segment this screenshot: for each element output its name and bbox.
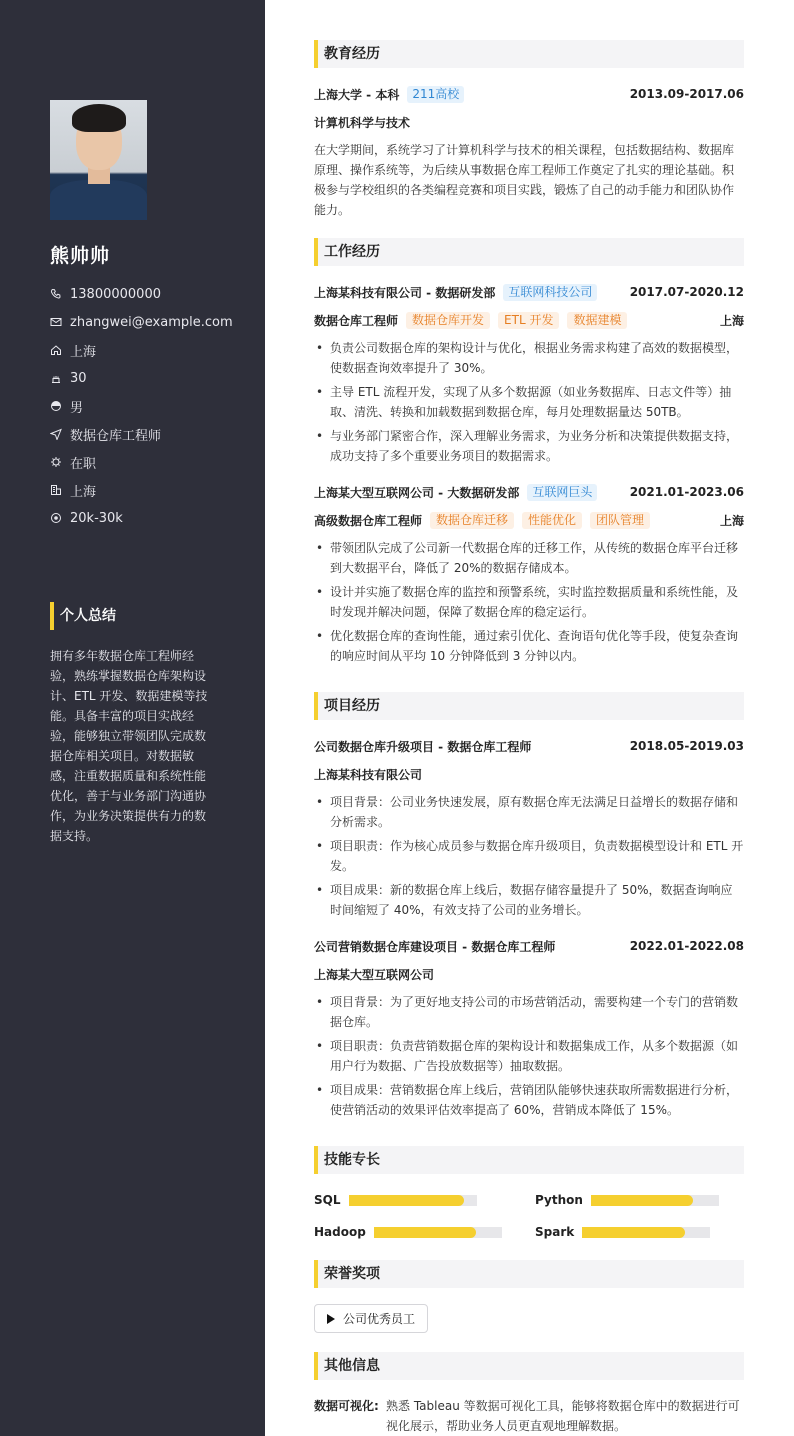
skill-name: Python <box>535 1193 583 1207</box>
info-phone <box>50 280 250 308</box>
education-date: 2013.09-2017.06 <box>629 87 744 101</box>
skill-bar-fill <box>582 1227 684 1238</box>
info-home <box>50 336 250 364</box>
job-1-role-row <box>314 310 744 330</box>
candidate-name: 熊帅帅 <box>50 245 111 267</box>
salary-icon <box>50 512 62 524</box>
avatar <box>50 100 147 220</box>
status-icon <box>50 456 62 468</box>
skill-python <box>535 1190 719 1210</box>
education-header <box>314 84 744 104</box>
major-name: 计算机科学与技术 <box>314 115 411 130</box>
info-email-text: zhangwei@example.com <box>70 314 233 330</box>
award-label: 公司优秀员工 <box>343 1312 416 1326</box>
summary-text: 拥有多年数据仓库工程师经验，熟练掌握数据仓库架构设计、ETL 开发、数据建模等技能。具备丰富的项目实战经验，能够独立带领团队完成数据仓库相关项目。对数据敏感，注重数据质量和系统性能优化，善于与业务部门沟通协作，为业务决策提供有力的数据支持。 <box>50 649 208 843</box>
job-2-role-row <box>314 510 744 530</box>
project-2-bullet: • 项目职责：负责营销数据仓库的架构设计和数据集成工作，从多个数据源（如用户行为数据、广告投放数据等）抽取数据。 <box>314 1036 744 1076</box>
work-section-title: 工作经历 <box>314 238 744 266</box>
skill-hadoop <box>314 1222 502 1242</box>
info-phone-text: 13800000000 <box>70 286 161 302</box>
job-2-location: 上海 <box>719 513 744 528</box>
job-2-skill-tag: 性能优化 <box>522 512 582 529</box>
job-1-skill-tag: 数据仓库开发 <box>406 312 490 329</box>
job-1-bullet: • 负责公司数据仓库的架构设计与优化，根据业务需求构建了高效的数据模型，使数据查询效率提升了 30%。 <box>314 338 744 378</box>
job-2-skill-tag: 团队管理 <box>590 512 650 529</box>
play-icon <box>327 1314 335 1324</box>
job-1-company: 上海某科技有限公司 - 数据研发部 <box>314 285 496 300</box>
info-city-text: 上海 <box>70 484 97 500</box>
info-status <box>50 448 250 476</box>
project-1-bullet: • 项目职责：作为核心成员参与数据仓库升级项目，负责数据模型设计和 ETL 开发。 <box>314 836 744 876</box>
send-icon <box>50 428 62 440</box>
other-value: 熟悉 Tableau 等数据可视化工具，能够将数据仓库中的数据进行可视化展示，帮助业务人员更直观地理解数据。 <box>386 1399 740 1433</box>
job-2-role: 高级数据仓库工程师 <box>314 513 423 528</box>
job-2-bullet: • 带领团队完成了公司新一代数据仓库的迁移工作，从传统的数据仓库平台迁移到大数据平台，降低了 20%的数据存储成本。 <box>314 538 744 578</box>
skill-name: SQL <box>314 1193 341 1207</box>
project-2-name: 公司营销数据仓库建设项目 - 数据仓库工程师 <box>314 939 556 954</box>
education-section-title: 教育经历 <box>314 40 744 68</box>
skill-sql <box>314 1190 477 1210</box>
project-1-date: 2018.05-2019.03 <box>629 739 744 753</box>
project-2-company-row <box>314 964 744 984</box>
job-1-date: 2017.07-2020.12 <box>629 285 744 299</box>
summary-title: 个人总结 <box>50 602 116 630</box>
education-major <box>314 112 744 132</box>
skill-spark <box>535 1222 710 1242</box>
info-home-text: 上海 <box>70 344 97 360</box>
skill-name: Hadoop <box>314 1225 366 1239</box>
project-1-company: 上海某科技有限公司 <box>314 767 423 782</box>
project-1-header <box>314 736 744 756</box>
info-position-text: 数据仓库工程师 <box>70 428 162 444</box>
award-item[interactable] <box>314 1304 428 1333</box>
skill-bar-fill <box>591 1195 693 1206</box>
project-2-date: 2022.01-2022.08 <box>629 939 744 953</box>
skill-bar <box>349 1195 477 1206</box>
school-name: 上海大学 - 本科 <box>314 87 400 102</box>
project-1-name: 公司数据仓库升级项目 - 数据仓库工程师 <box>314 739 532 754</box>
info-status-text: 在职 <box>70 456 97 472</box>
home-icon <box>50 344 62 356</box>
job-1-location: 上海 <box>719 313 744 328</box>
project-2-header <box>314 936 744 956</box>
school-tag: 211高校 <box>407 86 464 103</box>
info-email <box>50 308 250 336</box>
skill-bar <box>591 1195 719 1206</box>
education-description: 在大学期间，系统学习了计算机科学与技术的相关课程，包括数据结构、数据库原理、操作系统等，为后续从事数据仓库工程师工作奠定了扎实的理论基础。积极参与学校组织的各类编程竞赛和项目实践，锻炼了自己的动手能力和团队协作能力。 <box>314 143 735 217</box>
skill-bar <box>374 1227 502 1238</box>
job-1-tag: 互联网科技公司 <box>503 284 597 301</box>
skill-bar-fill <box>349 1195 464 1206</box>
job-2-company: 上海某大型互联网公司 - 大数据研发部 <box>314 485 520 500</box>
info-gender-text: 男 <box>70 400 84 416</box>
skill-name: Spark <box>535 1225 575 1239</box>
info-age <box>50 364 250 392</box>
info-position <box>50 420 250 448</box>
gender-icon <box>50 400 62 412</box>
job-2-skill-tag: 数据仓库迁移 <box>430 512 514 529</box>
project-1-bullet: • 项目成果：新的数据仓库上线后，数据存储容量提升了 50%，数据查询响应时间缩短了 40%，有效支持了公司的业务增长。 <box>314 880 744 920</box>
sidebar <box>0 0 265 1436</box>
job-2-bullet: • 设计并实施了数据仓库的监控和预警系统，实时监控数据质量和系统性能，及时发现并解决问题，保障了数据仓库的稳定运行。 <box>314 582 744 622</box>
project-2-bullet: • 项目背景：为了更好地支持公司的市场营销活动，需要构建一个专门的营销数据仓库。 <box>314 992 744 1032</box>
phone-icon <box>50 288 62 300</box>
mail-icon <box>50 316 62 328</box>
job-1-skill-tag: ETL 开发 <box>498 312 559 329</box>
skill-bar-fill <box>374 1227 476 1238</box>
job-1-role: 数据仓库工程师 <box>314 313 399 328</box>
contact-info <box>50 280 250 532</box>
skill-bar <box>582 1227 710 1238</box>
info-salary-text: 20k-30k <box>70 510 123 526</box>
project-1-bullet: • 项目背景：公司业务快速发展，原有数据仓库无法满足日益增长的数据存储和分析需求。 <box>314 792 744 832</box>
project-2-company: 上海某大型互联网公司 <box>314 967 435 982</box>
skills-section-title: 技能专长 <box>314 1146 744 1174</box>
info-gender <box>50 392 250 420</box>
other-section-title: 其他信息 <box>314 1352 744 1380</box>
project-2-bullet: • 项目成果：营销数据仓库上线后，营销团队能够快速获取所需数据进行分析，使营销活动的效果评估效率提高了 60%，营销成本降低了 15%。 <box>314 1080 744 1120</box>
other-key: 数据可视化: <box>314 1399 379 1413</box>
job-1-bullet: • 主导 ETL 流程开发，实现了从多个数据源（如业务数据库、日志文件等）抽取、清洗、转换和加载数据到数据仓库，每月处理数据量达 50TB。 <box>314 382 744 422</box>
building-icon <box>50 484 62 496</box>
projects-section-title: 项目经历 <box>314 692 744 720</box>
info-city <box>50 476 250 504</box>
job-1-header <box>314 282 744 302</box>
job-2-tag: 互联网巨头 <box>527 484 597 501</box>
job-1-skill-tag: 数据建模 <box>567 312 627 329</box>
job-2-header <box>314 482 744 502</box>
info-salary <box>50 504 250 532</box>
info-age-text: 30 <box>70 370 87 386</box>
awards-section-title: 荣誉奖项 <box>314 1260 744 1288</box>
job-2-bullet: • 优化数据仓库的查询性能，通过索引优化、查询语句优化等手段，使复杂查询的响应时间从平均 10 分钟降低到 3 分钟以内。 <box>314 626 744 666</box>
job-2-date: 2021.01-2023.06 <box>629 485 744 499</box>
job-1-bullet: • 与业务部门紧密合作，深入理解业务需求，为业务分析和决策提供数据支持，成功支持了多个重要业务项目的数据需求。 <box>314 426 744 466</box>
age-icon <box>50 372 62 384</box>
project-1-company-row <box>314 764 744 784</box>
